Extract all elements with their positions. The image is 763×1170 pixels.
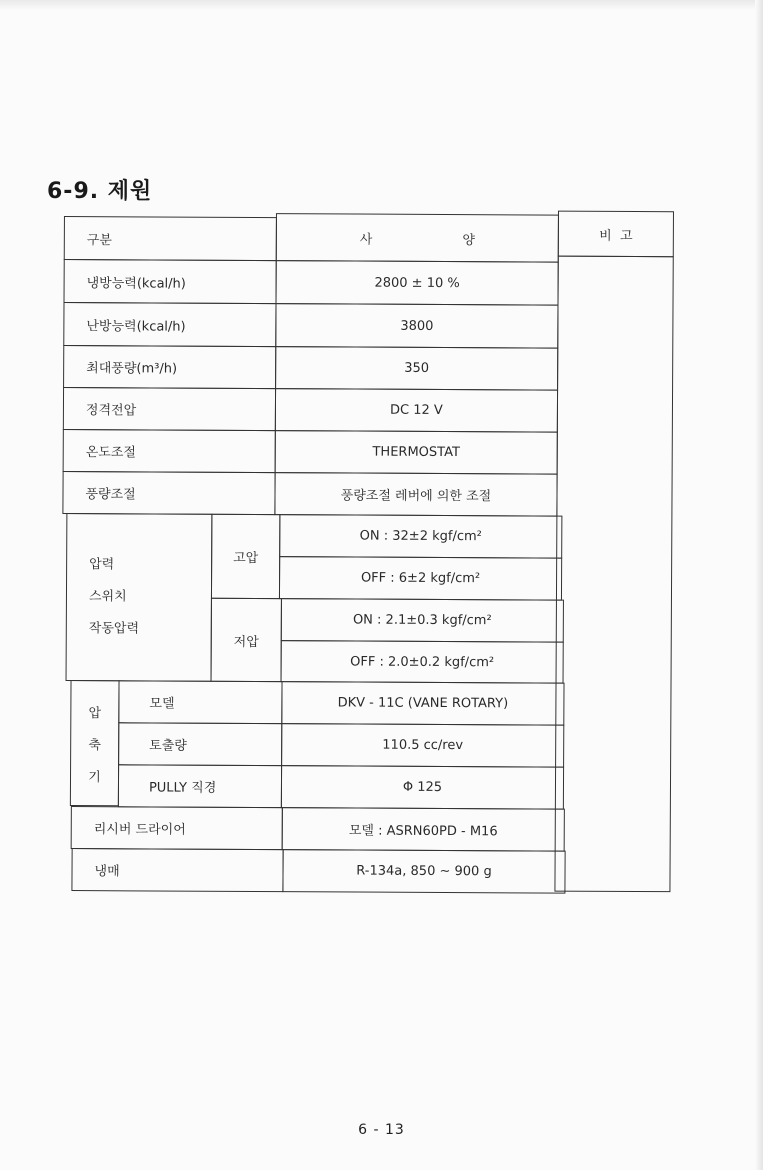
- refrigerant-value: R-134a, 850 ~ 900 g: [282, 849, 565, 893]
- row-airflow-label: 최대풍량(m³/h): [63, 345, 276, 389]
- header-spec: [276, 213, 559, 262]
- header-spec-b: 양: [462, 232, 475, 248]
- compressor-pulley-value: Φ 125: [281, 765, 564, 809]
- row-cooling-value: 2800 ± 10 %: [275, 260, 558, 305]
- refrigerant-label: 냉매: [71, 848, 283, 892]
- row-voltage-label: 정격전압: [63, 387, 276, 431]
- compressor-displacement-label: 토출량: [118, 722, 282, 766]
- pressure-switch-line-2: 스위치: [88, 589, 127, 605]
- compressor-char-2: 축: [88, 737, 102, 753]
- high-pressure-label: 고압: [211, 514, 280, 599]
- header-remarks: 비 고: [558, 211, 674, 258]
- compressor-displacement-value: 110.5 cc/rev: [281, 723, 564, 767]
- compressor-pulley-label: PULLY 직경: [118, 764, 282, 808]
- low-pressure-on: ON : 2.1±0.3 kgf/cm²: [281, 598, 564, 642]
- row-airflow-control-value: 풍량조절 레버에 의한 조절: [274, 472, 557, 516]
- compressor-char-3: 기: [88, 769, 101, 785]
- low-pressure-label: 저압: [211, 598, 282, 682]
- compressor-model-value: DKV - 11C (VANE ROTARY): [281, 681, 564, 725]
- row-airflow-control-label: 풍량조절: [62, 471, 275, 515]
- scan-edge-right: [755, 0, 763, 1170]
- pressure-switch-line-3: 작동압력: [88, 621, 140, 637]
- compressor-model-label: 모델: [118, 680, 282, 724]
- high-pressure-off: OFF : 6±2 kgf/cm²: [279, 556, 562, 600]
- compressor-label: [70, 680, 120, 806]
- row-heating-label: 난방능력(kcal/h): [63, 302, 276, 347]
- scan-edge-top: [0, 0, 763, 10]
- pressure-switch-line-1: 압력: [89, 557, 115, 573]
- receiver-dryer-label: 리시버 드라이어: [71, 806, 283, 850]
- header-category: 구분: [64, 216, 277, 261]
- row-cooling-label: 냉방능력(kcal/h): [64, 259, 277, 304]
- high-pressure-on: ON : 32±2 kgf/cm²: [279, 514, 562, 558]
- pressure-switch-label: [66, 513, 213, 682]
- spec-table: [60, 208, 674, 899]
- row-airflow-value: 350: [275, 346, 558, 390]
- remarks-column: [554, 256, 673, 893]
- row-temp-control-value: THERMOSTAT: [275, 430, 558, 474]
- page-number: 6 - 13: [358, 1122, 405, 1138]
- row-voltage-value: DC 12 V: [275, 388, 558, 432]
- compressor-char-1: 압: [88, 705, 102, 721]
- receiver-dryer-value: 모델 : ASRN60PD - M16: [282, 807, 565, 851]
- row-temp-control-label: 온도조절: [63, 429, 276, 473]
- low-pressure-off: OFF : 2.0±0.2 kgf/cm²: [281, 640, 564, 683]
- header-spec-a: 사: [359, 232, 373, 248]
- section-title: 6-9. 제원: [47, 179, 153, 204]
- row-heating-value: 3800: [275, 303, 558, 348]
